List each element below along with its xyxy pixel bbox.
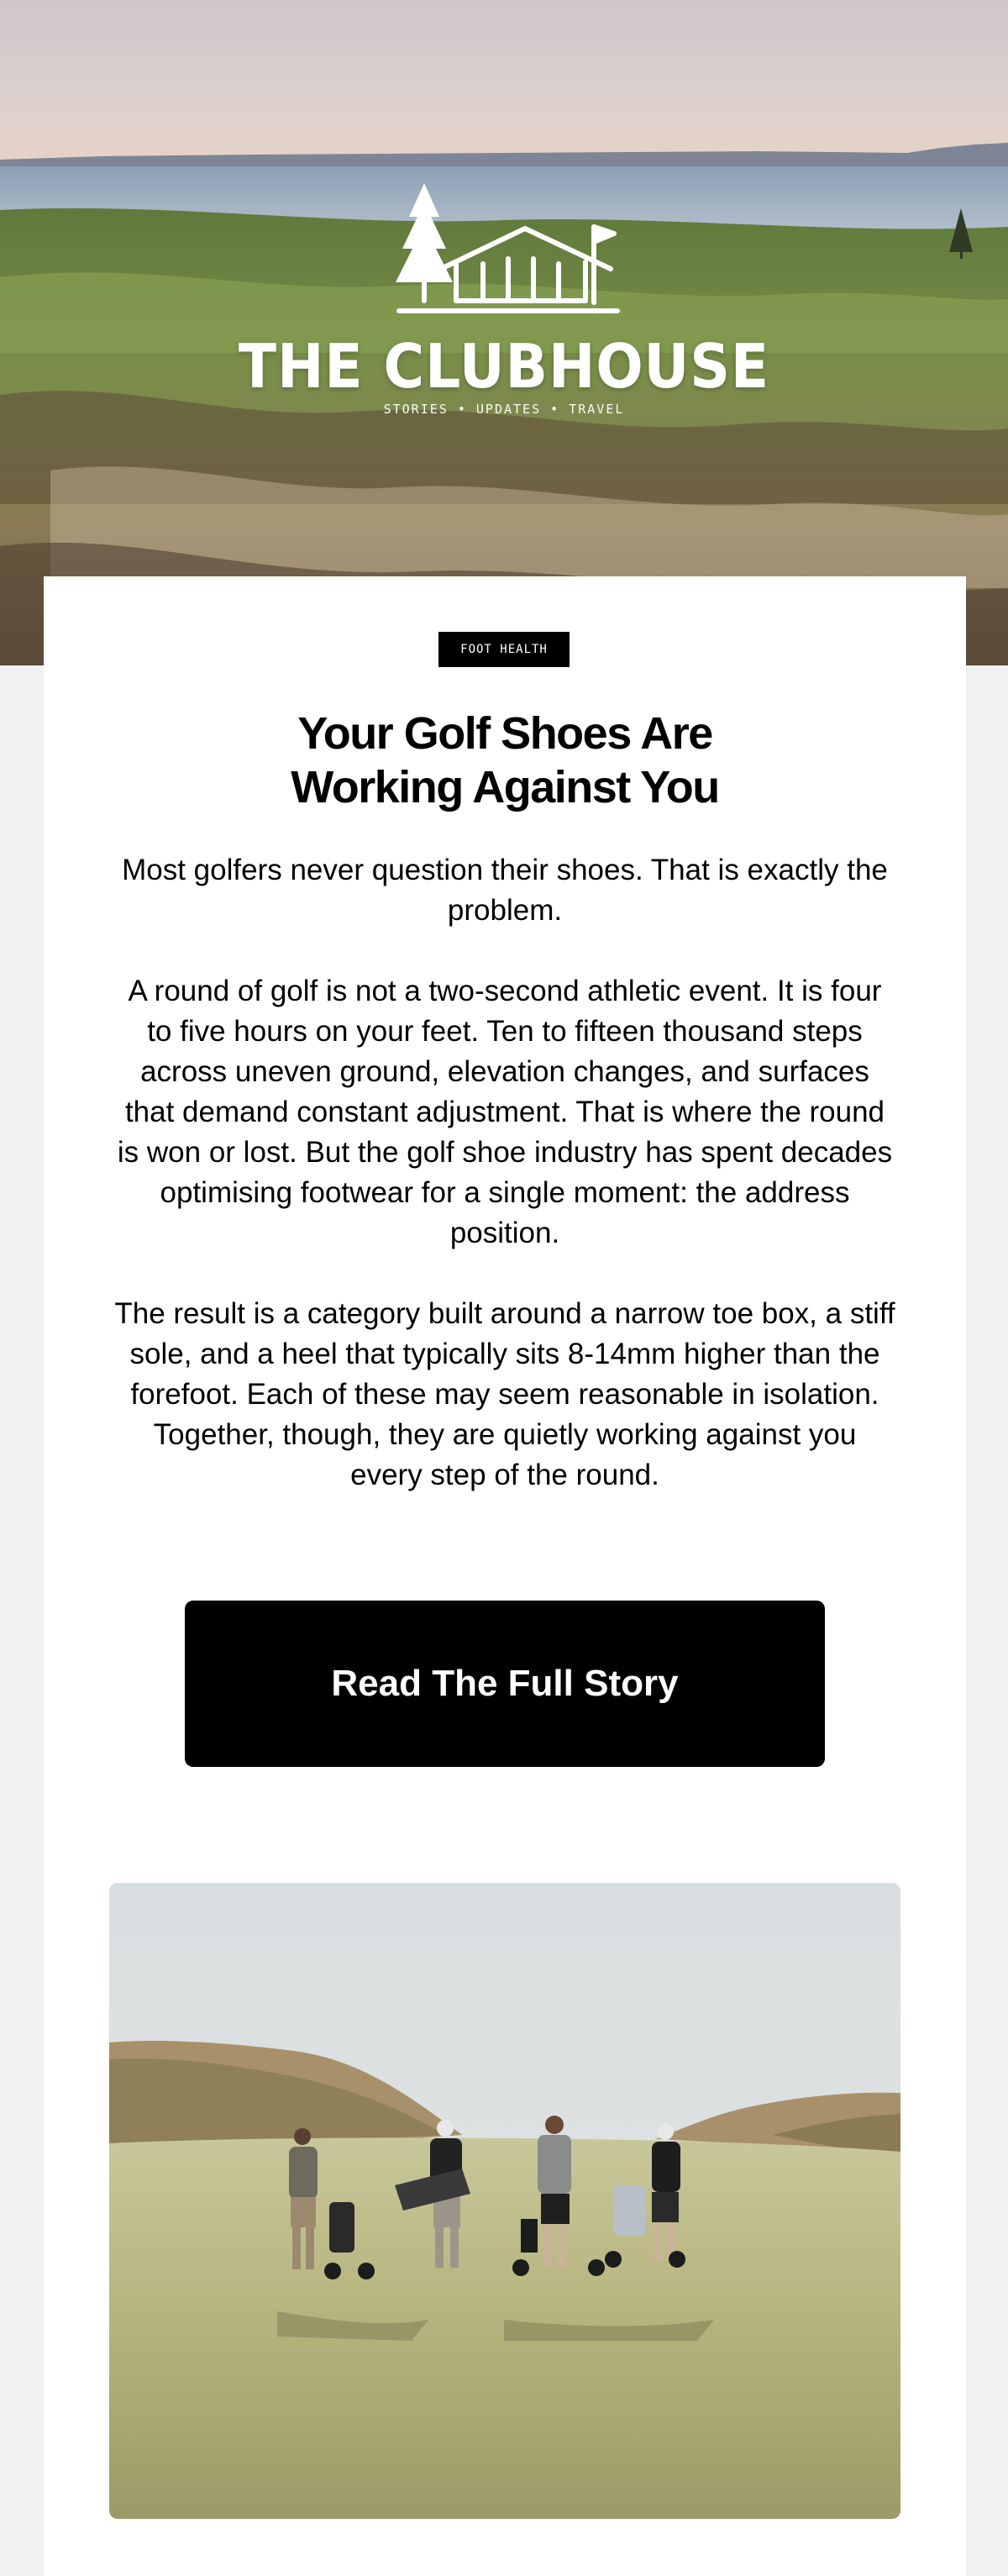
brand-logo[interactable] [0, 176, 1008, 417]
article-card [44, 576, 966, 2576]
clubhouse-logo-icon [365, 176, 643, 328]
golfers-photo[interactable] [109, 1883, 900, 2519]
headline-line-1: Your Golf Shoes Are [297, 708, 712, 759]
headline-line-2: Working Against You [291, 762, 719, 812]
read-full-story-button[interactable]: Read The Full Story [185, 1601, 825, 1767]
brand-tagline: STORIES • UPDATES • TRAVEL [383, 402, 625, 417]
category-badge: FOOT HEALTH [438, 632, 570, 667]
article-body [114, 850, 895, 1496]
golfers-image [109, 1883, 900, 2519]
brand-name: THE CLUBHOUSE [238, 331, 770, 402]
paragraph-round: A round of golf is not a two-second athletic event. It is four to five hours on your feet. Ten to fifteen thousand steps across uneven ground, elevation changes, and surfaces that demand constant adjustment. That is where the round is won or lost. But the golf shoe industry has spent decades optimising footwear for a single moment: the address position. [117, 975, 893, 1249]
hero-banner [0, 0, 1008, 665]
paragraph-result: The result is a category built around a narrow toe box, a stiff sole, and a heel that typically sits 8-14mm higher than the forefoot. Each of these may seem reasonable in isolation. Together, though, they are quietly working against you every step of the round. [114, 1297, 895, 1491]
article-headline [169, 707, 841, 814]
paragraph-intro: Most golfers never question their shoes. That is exactly the problem. [122, 854, 888, 927]
